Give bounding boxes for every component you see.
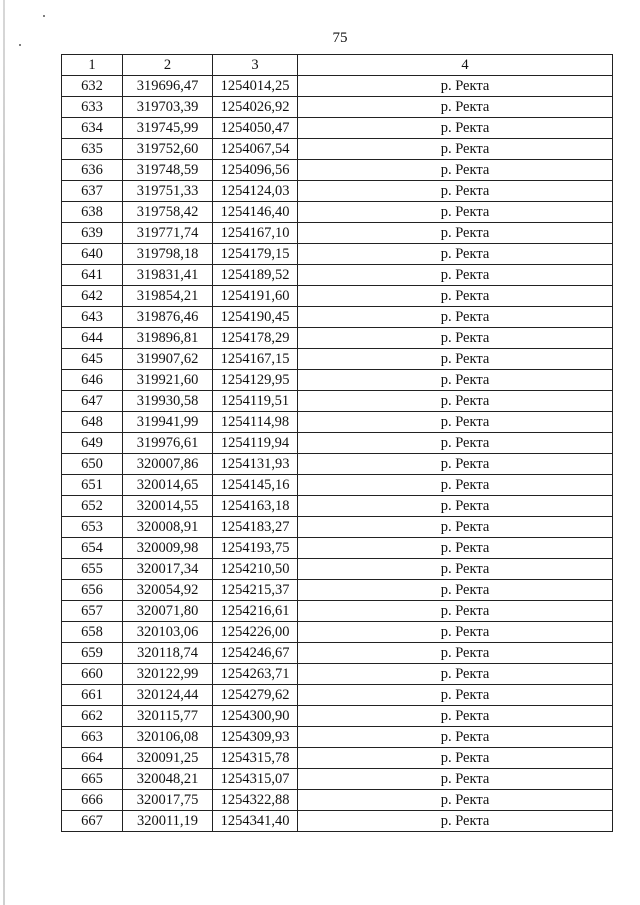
coordinate-y: 1254179,15 (213, 244, 298, 265)
coordinate-y: 1254119,51 (213, 391, 298, 412)
point-description: р. Ректа (298, 706, 613, 727)
table-row (62, 244, 613, 265)
coordinate-x: 320011,19 (123, 811, 213, 832)
point-description: р. Ректа (298, 559, 613, 580)
point-description: р. Ректа (298, 370, 613, 391)
coordinate-y: 1254215,37 (213, 580, 298, 601)
table-row (62, 475, 613, 496)
point-number: 651 (62, 475, 123, 496)
table-row (62, 328, 613, 349)
point-number: 661 (62, 685, 123, 706)
table-row (62, 307, 613, 328)
scan-edge (3, 0, 5, 905)
coordinate-x: 319876,46 (123, 307, 213, 328)
column-header-number: 1 (62, 55, 123, 76)
point-number: 636 (62, 160, 123, 181)
table-row (62, 412, 613, 433)
coordinate-x: 320124,44 (123, 685, 213, 706)
point-number: 667 (62, 811, 123, 832)
coordinate-x: 320103,06 (123, 622, 213, 643)
point-description: р. Ректа (298, 223, 613, 244)
column-header-y: 3 (213, 55, 298, 76)
coordinate-x: 320118,74 (123, 643, 213, 664)
coordinate-x: 319854,21 (123, 286, 213, 307)
point-description: р. Ректа (298, 328, 613, 349)
table-body (62, 76, 613, 832)
point-number: 642 (62, 286, 123, 307)
point-number: 635 (62, 139, 123, 160)
point-description: р. Ректа (298, 685, 613, 706)
point-description: р. Ректа (298, 286, 613, 307)
point-number: 653 (62, 517, 123, 538)
table-row (62, 538, 613, 559)
point-number: 648 (62, 412, 123, 433)
point-number: 656 (62, 580, 123, 601)
point-number: 638 (62, 202, 123, 223)
table-row (62, 139, 613, 160)
table-row (62, 265, 613, 286)
coordinates-table (61, 54, 613, 832)
coordinate-y: 1254246,67 (213, 643, 298, 664)
coordinate-y: 1254341,40 (213, 811, 298, 832)
coordinate-x: 320008,91 (123, 517, 213, 538)
table-row (62, 622, 613, 643)
coordinate-y: 1254300,90 (213, 706, 298, 727)
point-description: р. Ректа (298, 811, 613, 832)
point-number: 649 (62, 433, 123, 454)
coordinate-y: 1254189,52 (213, 265, 298, 286)
point-number: 655 (62, 559, 123, 580)
point-description: р. Ректа (298, 769, 613, 790)
table-row (62, 811, 613, 832)
coordinate-x: 319752,60 (123, 139, 213, 160)
coordinate-y: 1254315,78 (213, 748, 298, 769)
coordinate-x: 319703,39 (123, 97, 213, 118)
coordinate-x: 319907,62 (123, 349, 213, 370)
point-number: 650 (62, 454, 123, 475)
coordinate-x: 320017,34 (123, 559, 213, 580)
coordinate-x: 320009,98 (123, 538, 213, 559)
coordinate-x: 320014,65 (123, 475, 213, 496)
coordinate-x: 320054,92 (123, 580, 213, 601)
table-row (62, 97, 613, 118)
table-row (62, 76, 613, 97)
coordinate-x: 320048,21 (123, 769, 213, 790)
coordinate-y: 1254183,27 (213, 517, 298, 538)
table-row (62, 517, 613, 538)
point-number: 658 (62, 622, 123, 643)
coordinate-y: 1254146,40 (213, 202, 298, 223)
coordinate-x: 320007,86 (123, 454, 213, 475)
table-header-row (62, 55, 613, 76)
point-number: 645 (62, 349, 123, 370)
point-number: 637 (62, 181, 123, 202)
coordinate-x: 319745,99 (123, 118, 213, 139)
point-number: 662 (62, 706, 123, 727)
coordinate-y: 1254216,61 (213, 601, 298, 622)
point-description: р. Ректа (298, 181, 613, 202)
table-row (62, 454, 613, 475)
point-number: 657 (62, 601, 123, 622)
coordinate-x: 319696,47 (123, 76, 213, 97)
point-number: 660 (62, 664, 123, 685)
coordinate-y: 1254190,45 (213, 307, 298, 328)
coordinate-y: 1254014,25 (213, 76, 298, 97)
coordinate-x: 320106,08 (123, 727, 213, 748)
coordinate-y: 1254050,47 (213, 118, 298, 139)
table-row (62, 580, 613, 601)
table-row (62, 286, 613, 307)
table-row (62, 391, 613, 412)
point-description: р. Ректа (298, 601, 613, 622)
point-description: р. Ректа (298, 517, 613, 538)
point-description: р. Ректа (298, 307, 613, 328)
coordinate-y: 1254191,60 (213, 286, 298, 307)
point-number: 641 (62, 265, 123, 286)
coordinate-x: 319896,81 (123, 328, 213, 349)
table-row (62, 433, 613, 454)
point-number: 647 (62, 391, 123, 412)
table-row (62, 202, 613, 223)
coordinate-x: 319831,41 (123, 265, 213, 286)
table-row (62, 370, 613, 391)
coordinate-y: 1254131,93 (213, 454, 298, 475)
coordinate-y: 1254309,93 (213, 727, 298, 748)
coordinate-x: 320017,75 (123, 790, 213, 811)
point-number: 632 (62, 76, 123, 97)
coordinate-x: 320115,77 (123, 706, 213, 727)
coordinate-y: 1254322,88 (213, 790, 298, 811)
coordinate-y: 1254163,18 (213, 496, 298, 517)
coordinate-x: 320122,99 (123, 664, 213, 685)
point-number: 652 (62, 496, 123, 517)
table-row (62, 748, 613, 769)
table-row (62, 727, 613, 748)
point-description: р. Ректа (298, 412, 613, 433)
point-description: р. Ректа (298, 748, 613, 769)
coordinate-y: 1254119,94 (213, 433, 298, 454)
coordinate-y: 1254167,10 (213, 223, 298, 244)
point-number: 640 (62, 244, 123, 265)
point-description: р. Ректа (298, 391, 613, 412)
coordinate-x: 320071,80 (123, 601, 213, 622)
coordinate-x: 320014,55 (123, 496, 213, 517)
point-description: р. Ректа (298, 139, 613, 160)
point-description: р. Ректа (298, 76, 613, 97)
coordinate-x: 319930,58 (123, 391, 213, 412)
coordinate-x: 319976,61 (123, 433, 213, 454)
coordinate-x: 319771,74 (123, 223, 213, 244)
table-row (62, 685, 613, 706)
coordinate-y: 1254167,15 (213, 349, 298, 370)
point-description: р. Ректа (298, 244, 613, 265)
table-row (62, 181, 613, 202)
coordinate-x: 319758,42 (123, 202, 213, 223)
coordinate-y: 1254026,92 (213, 97, 298, 118)
coordinate-y: 1254193,75 (213, 538, 298, 559)
point-number: 666 (62, 790, 123, 811)
point-description: р. Ректа (298, 202, 613, 223)
table-row (62, 790, 613, 811)
table-row (62, 118, 613, 139)
coordinate-y: 1254178,29 (213, 328, 298, 349)
point-description: р. Ректа (298, 538, 613, 559)
point-description: р. Ректа (298, 496, 613, 517)
coordinate-y: 1254067,54 (213, 139, 298, 160)
column-header-x: 2 (123, 55, 213, 76)
table-row (62, 349, 613, 370)
coordinate-y: 1254129,95 (213, 370, 298, 391)
point-description: р. Ректа (298, 265, 613, 286)
coordinate-x: 319941,99 (123, 412, 213, 433)
coordinate-y: 1254210,50 (213, 559, 298, 580)
point-description: р. Ректа (298, 664, 613, 685)
table-row (62, 496, 613, 517)
point-description: р. Ректа (298, 454, 613, 475)
point-description: р. Ректа (298, 643, 613, 664)
coordinate-y: 1254145,16 (213, 475, 298, 496)
table-row (62, 706, 613, 727)
page-number: 75 (332, 30, 348, 46)
coordinate-x: 319921,60 (123, 370, 213, 391)
point-description: р. Ректа (298, 433, 613, 454)
table-row (62, 160, 613, 181)
table-row (62, 664, 613, 685)
table-row (62, 601, 613, 622)
table-row (62, 559, 613, 580)
point-description: р. Ректа (298, 475, 613, 496)
point-number: 665 (62, 769, 123, 790)
coordinate-y: 1254279,62 (213, 685, 298, 706)
table-row (62, 643, 613, 664)
column-header-description: 4 (298, 55, 613, 76)
point-description: р. Ректа (298, 118, 613, 139)
point-description: р. Ректа (298, 580, 613, 601)
coordinate-y: 1254124,03 (213, 181, 298, 202)
coordinate-y: 1254263,71 (213, 664, 298, 685)
point-description: р. Ректа (298, 727, 613, 748)
point-number: 643 (62, 307, 123, 328)
coordinate-y: 1254096,56 (213, 160, 298, 181)
coordinate-y: 1254114,98 (213, 412, 298, 433)
table-row (62, 769, 613, 790)
point-description: р. Ректа (298, 160, 613, 181)
point-number: 634 (62, 118, 123, 139)
point-description: р. Ректа (298, 790, 613, 811)
point-description: р. Ректа (298, 97, 613, 118)
coordinate-x: 319751,33 (123, 181, 213, 202)
point-number: 659 (62, 643, 123, 664)
point-number: 639 (62, 223, 123, 244)
table-row (62, 223, 613, 244)
coordinate-x: 319798,18 (123, 244, 213, 265)
point-description: р. Ректа (298, 622, 613, 643)
scan-speck (43, 15, 45, 17)
coordinate-y: 1254315,07 (213, 769, 298, 790)
coordinate-y: 1254226,00 (213, 622, 298, 643)
point-number: 633 (62, 97, 123, 118)
point-number: 663 (62, 727, 123, 748)
coordinate-x: 319748,59 (123, 160, 213, 181)
point-number: 644 (62, 328, 123, 349)
point-number: 664 (62, 748, 123, 769)
point-number: 654 (62, 538, 123, 559)
point-number: 646 (62, 370, 123, 391)
coordinate-x: 320091,25 (123, 748, 213, 769)
point-description: р. Ректа (298, 349, 613, 370)
